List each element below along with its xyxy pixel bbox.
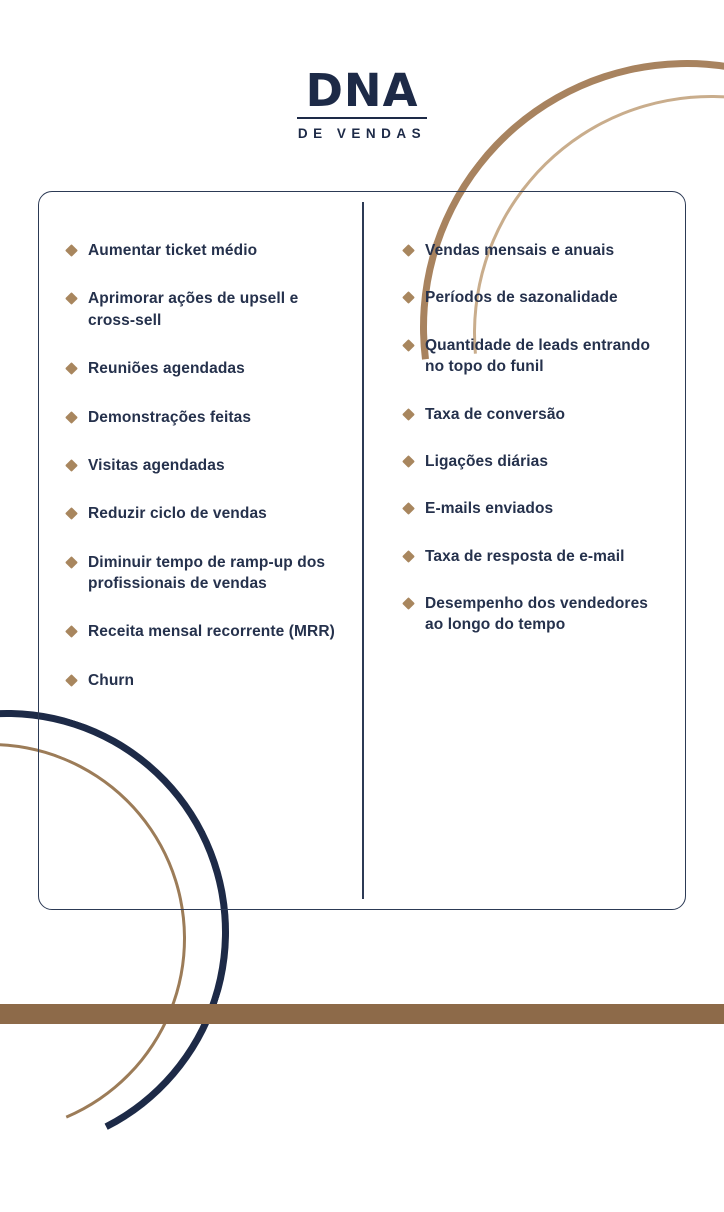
list-item	[404, 287, 669, 308]
list-item	[404, 240, 669, 261]
list-item-label: Visitas agendadas	[88, 456, 225, 474]
list-item	[404, 404, 669, 425]
list-item	[67, 288, 344, 331]
diamond-bullet-icon	[402, 550, 415, 563]
list-item	[404, 451, 669, 472]
list-item	[404, 593, 669, 636]
diamond-bullet-icon	[402, 455, 415, 468]
diamond-bullet-icon	[65, 459, 78, 472]
list-item-label: Taxa de resposta de e-mail	[425, 547, 625, 565]
list-item-label: Diminuir tempo de ramp-up dos profissionais de vendas	[88, 553, 326, 592]
list-item-label: Períodos de sazonalidade	[425, 289, 618, 307]
diamond-bullet-icon	[402, 597, 415, 610]
diamond-bullet-icon	[65, 362, 78, 375]
diamond-bullet-icon	[65, 674, 78, 687]
diamond-bullet-icon	[65, 626, 78, 639]
list-item-label: Taxa de conversão	[425, 405, 566, 423]
brand-tagline: DE VENDAS	[297, 126, 427, 141]
right-column	[362, 192, 685, 909]
list-item-label: Quantidade de leads entrando no topo do funil	[425, 336, 651, 376]
diamond-bullet-icon	[65, 411, 78, 424]
list-item	[67, 621, 344, 642]
list-item	[67, 407, 344, 428]
list-item-label: Ligações diárias	[425, 452, 549, 470]
diamond-bullet-icon	[65, 244, 78, 257]
diamond-bullet-icon	[402, 292, 415, 305]
list-item	[67, 455, 344, 476]
list-item-label: Aumentar ticket médio	[88, 242, 258, 259]
list-item-label: Reduzir ciclo de vendas	[88, 505, 267, 523]
diamond-bullet-icon	[65, 293, 78, 306]
list-item	[67, 552, 344, 595]
list-item-label: Reuniões agendadas	[88, 360, 245, 378]
list-item-label: Receita mensal recorrente (MRR)	[88, 623, 335, 641]
brand-name: DNA	[305, 64, 419, 117]
list-item	[404, 498, 669, 519]
list-item	[67, 358, 344, 379]
column-divider	[362, 202, 364, 899]
list-item-label: E-mails enviados	[425, 500, 554, 518]
list-item-label: Vendas mensais e anuais	[425, 242, 615, 259]
diamond-bullet-icon	[402, 244, 415, 257]
list-item-label: Aprimorar ações de upsell e cross-sell	[88, 290, 299, 329]
brand-logo	[0, 64, 724, 141]
diamond-bullet-icon	[402, 408, 415, 421]
logo-divider-rule	[297, 117, 427, 119]
content-card	[38, 191, 686, 910]
diamond-bullet-icon	[402, 502, 415, 515]
list-item	[67, 670, 344, 691]
list-item-label: Demonstrações feitas	[88, 408, 252, 426]
list-item-label: Churn	[88, 671, 135, 689]
diamond-bullet-icon	[65, 507, 78, 520]
diamond-bullet-icon	[65, 556, 78, 569]
list-item	[404, 335, 669, 378]
list-item	[404, 546, 669, 567]
list-item-label: Desempenho dos vendedores ao longo do tempo	[425, 595, 649, 634]
left-column	[39, 192, 362, 909]
list-item	[67, 240, 344, 261]
list-item	[67, 503, 344, 524]
diamond-bullet-icon	[402, 339, 415, 352]
footer-bar	[0, 1004, 724, 1024]
